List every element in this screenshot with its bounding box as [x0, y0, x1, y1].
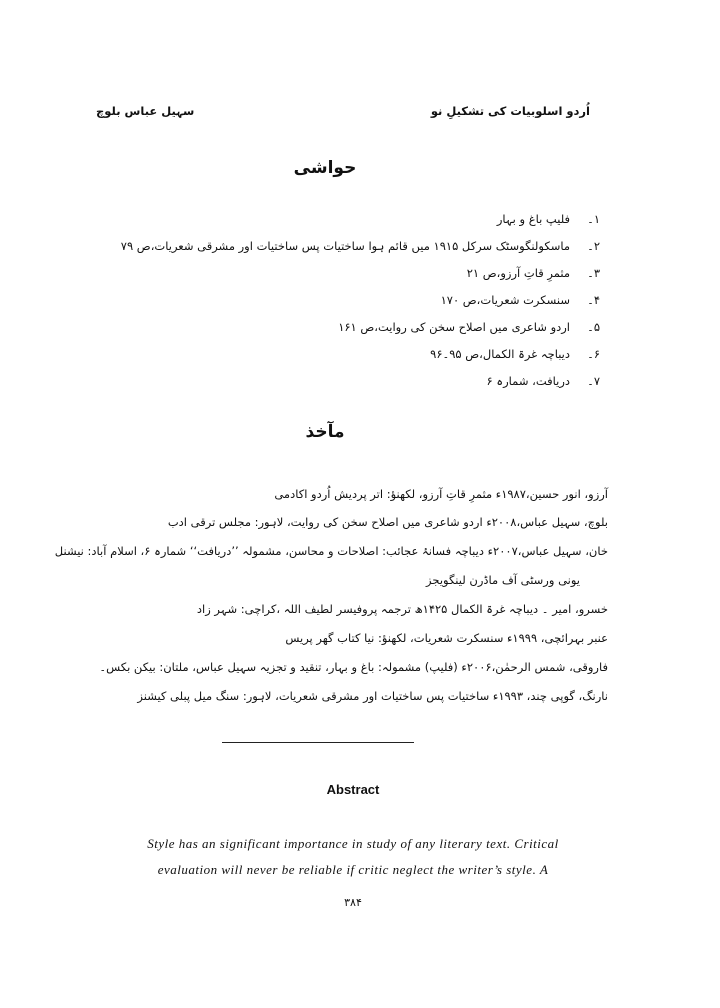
source-entry: خان، سہیل عباس،۲۰۰۷ء دیباچہ فسانۂ عجائب: اصلاحات و محاسن، مشمولہ ’’دریافت‘‘ شمارہ ۶، اسلام آباد: نیشنل [54, 544, 608, 558]
note-text: سنسکرت شعریات،ص ۱۷۰ [440, 293, 570, 307]
note-text: دیباچہ غرۃ الکمال،ص ۹۵۔۹۶ [430, 347, 570, 361]
source-entry: بلوچ، سہیل عباس،۲۰۰۸ء اردو شاعری میں اصلاح سخن کی روایت، لاہور: مجلس ترقی ادب [167, 515, 608, 529]
page-number: ۳۸۴ [344, 896, 362, 909]
note-number: ۴۔ [587, 293, 600, 307]
running-header-author: سہیل عباس بلوچ [96, 104, 195, 118]
note-text: مثمرِ قاتِ آرزو،ص ۲۱ [466, 266, 570, 280]
source-entry-continuation: یونی ورسٹی آف ماڈرن لینگویجز [426, 573, 580, 587]
section-divider [222, 742, 414, 743]
source-entry: نارنگ، گوپی چند، ۱۹۹۳ء ساختیات پس ساختیات اور مشرقی شعریات، لاہور: سنگ میل پبلی کیشنز [137, 689, 608, 703]
note-number: ۲۔ [587, 239, 600, 253]
abstract-line: Style has an significant importance in study of any literary text. Critical [147, 836, 559, 851]
note-number: ۷۔ [587, 374, 600, 388]
source-entry: عنبر بہرائچی، ۱۹۹۹ء سنسکرت شعریات، لکھنؤ: نیا کتاب گھر پریس [285, 631, 608, 645]
running-header-title: اُردو اسلوبیات کی تشکیلِ نو [430, 104, 590, 118]
note-text: دریافت، شمارہ ۶ [486, 374, 570, 388]
abstract-title: Abstract [326, 782, 380, 797]
notes-heading: حواشی [293, 158, 357, 178]
source-entry: آرزو، انور حسین،۱۹۸۷ء مثمرِ قاتِ آرزو، لکھنؤ: اتر پردیش اُردو اکادمی [274, 487, 608, 501]
note-number: ۵۔ [587, 320, 600, 334]
source-entry: خسرو، امیر ۔ دیباچہ غرۃ الکمال ۱۴۲۵ھ ترجمہ پروفیسر لطیف اللہ ،کراچی: شہر زاد [196, 602, 608, 616]
note-number: ۱۔ [587, 212, 600, 226]
note-number: ۳۔ [587, 266, 600, 280]
note-text: فلیپ باغ و بہار [496, 212, 570, 226]
abstract-line: evaluation will never be reliable if critic neglect the writer’s style. A [157, 862, 549, 877]
note-number: ۶۔ [587, 347, 600, 361]
note-text: ماسکولنگوسٹک سرکل ۱۹۱۵ میں قائم ہوا ساختیات پس ساختیات اور مشرقی شعریات،ص ۷۹ [120, 239, 570, 253]
source-entry: فاروقی، شمس الرحمٰن،۲۰۰۶ء (فلیپ) مشمولہ: باغ و بہار، تنقید و تجزیہ سہیل عباس، ملتان: بیکن بکس۔ [99, 660, 608, 674]
note-text: اردو شاعری میں اصلاح سخن کی روایت،ص ۱۶۱ [338, 320, 570, 334]
sources-heading: مآخذ [305, 422, 345, 442]
